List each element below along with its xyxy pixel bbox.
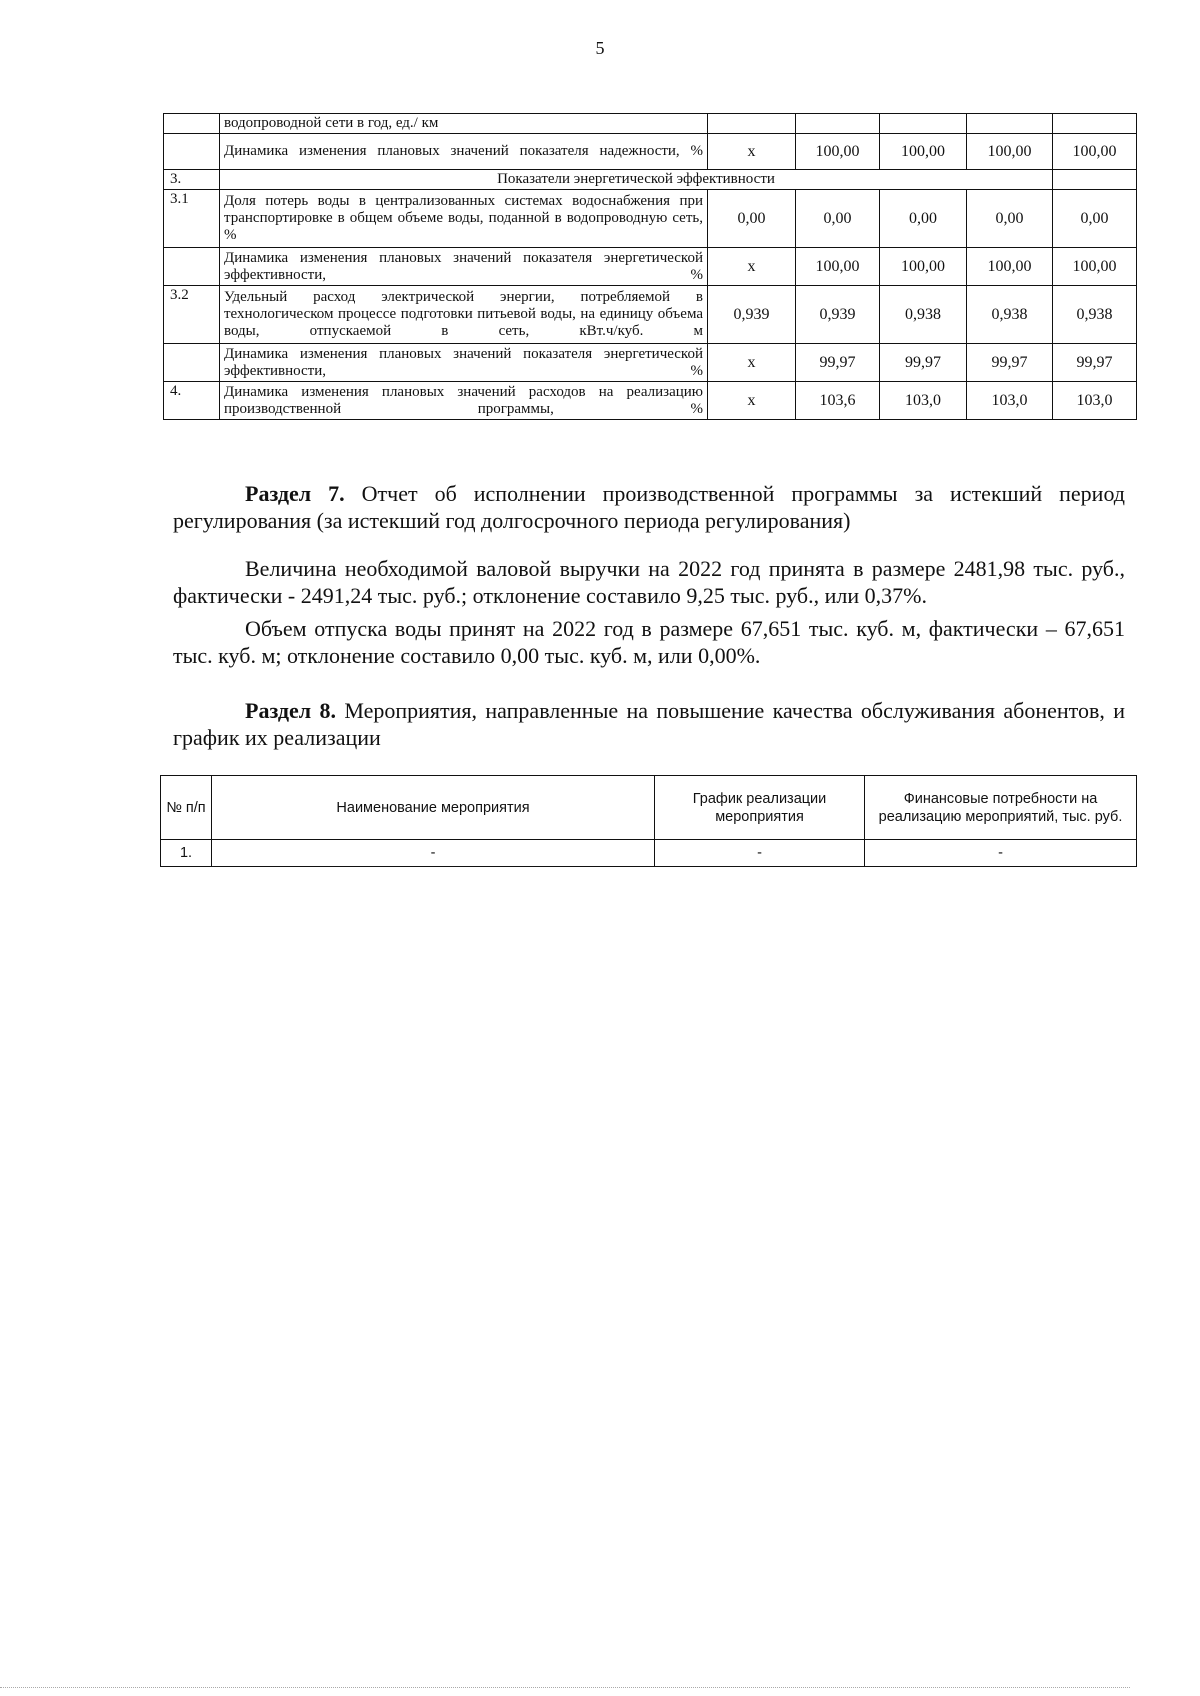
header-number: № п/п [161, 776, 212, 840]
indicator-value: 0,00 [708, 190, 796, 248]
section7-label: Раздел 7. [245, 481, 345, 506]
section8-label: Раздел 8. [245, 698, 336, 723]
row-number: 3.2 [164, 286, 220, 344]
indicator-value [967, 114, 1053, 134]
table-row [164, 382, 1137, 420]
indicator-value: х [708, 134, 796, 170]
indicator-value: 0,939 [796, 286, 880, 344]
indicator-value: 0,938 [880, 286, 967, 344]
indicator-value [1053, 114, 1137, 134]
row-number [164, 134, 220, 170]
indicator-value: 99,97 [1053, 344, 1137, 382]
row-number: 4. [164, 382, 220, 420]
section-title: Показатели энергетической эффективности [220, 170, 1053, 190]
table-row [161, 840, 1137, 867]
section8-title: Мероприятия, направленные на повышение качества обслуживания абонентов, и график их реализации [173, 698, 1126, 750]
indicator-value: 103,0 [1053, 382, 1137, 420]
indicator-value: 100,00 [880, 248, 967, 286]
indicator-value [880, 114, 967, 134]
indicator-description: водопроводной сети в год, ед./ км [220, 114, 708, 134]
indicator-value: 0,939 [708, 286, 796, 344]
indicator-value: 0,00 [1053, 190, 1137, 248]
row-number [164, 248, 220, 286]
row-number: 3.1 [164, 190, 220, 248]
indicator-value: х [708, 248, 796, 286]
indicator-value: 100,00 [796, 134, 880, 170]
indicator-value: 0,938 [967, 286, 1053, 344]
table-row [164, 170, 1137, 190]
indicator-value: 0,938 [1053, 286, 1137, 344]
header-measure-name: Наименование мероприятия [212, 776, 655, 840]
empty-cell [1053, 170, 1137, 190]
indicator-value: 99,97 [796, 344, 880, 382]
row-number [164, 344, 220, 382]
indicator-value: 0,00 [796, 190, 880, 248]
table-row [164, 248, 1137, 286]
indicator-value [796, 114, 880, 134]
indicator-value: 99,97 [967, 344, 1053, 382]
section7-title: Отчет об исполнении производственной программы за истекший период регулирования (за истекший год долгосрочного периода регулирования) [173, 481, 1125, 533]
indicators-table [163, 113, 1137, 420]
indicator-value: 100,00 [1053, 134, 1137, 170]
section7-heading [173, 480, 1125, 534]
indicator-description: Динамика изменения плановых значений показателя надежности, % [220, 134, 708, 170]
indicator-value: 99,97 [880, 344, 967, 382]
cell-schedule: - [655, 840, 865, 867]
table-row [164, 286, 1137, 344]
page-number: 5 [595, 38, 605, 58]
indicator-description: Динамика изменения плановых значений показателя энергетической эффективности, % [220, 344, 708, 382]
measures-table [160, 775, 1137, 867]
cell-financing: - [865, 840, 1137, 867]
section7-paragraph-volume [173, 615, 1125, 669]
section7-para2: Объем отпуска воды принят на 2022 год в размере 67,651 тыс. куб. м, фактически – 67,651 тыс. куб. м; отклонение составило 0,00 тыс. куб. м, или 0,00%. [173, 616, 1125, 668]
indicator-value: 100,00 [967, 248, 1053, 286]
table-row [164, 134, 1137, 170]
indicator-value: х [708, 382, 796, 420]
measures-header-row [161, 776, 1137, 840]
header-schedule: График реализации мероприятия [655, 776, 865, 840]
indicator-value: 100,00 [967, 134, 1053, 170]
header-financing: Финансовые потребности на реализацию мероприятий, тыс. руб. [865, 776, 1137, 840]
indicator-description: Удельный расход электрической энергии, потребляемой в технологическом процессе подготовки питьевой воды, на единицу объема воды, отпускаемой в сеть, кВт.ч/куб. м [220, 286, 708, 344]
table-row [164, 190, 1137, 248]
section7-para1: Величина необходимой валовой выручки на 2022 год принята в размере 2481,98 тыс. руб., фактически - 2491,24 тыс. руб.; отклонение составило 9,25 тыс. руб., или 0,37%. [173, 556, 1125, 608]
table-row [164, 114, 1137, 134]
row-number [164, 114, 220, 134]
indicator-value: 103,6 [796, 382, 880, 420]
table-row [164, 344, 1137, 382]
scan-artifact-line [0, 1687, 1130, 1688]
cell-measure-name: - [212, 840, 655, 867]
indicator-description: Доля потерь воды в централизованных системах водоснабжения при транспортировке в общем объеме воды, поданной в водопроводную сеть, % [220, 190, 708, 248]
indicator-value: 0,00 [880, 190, 967, 248]
section8-heading [173, 697, 1125, 751]
indicator-value [708, 114, 796, 134]
indicator-value: х [708, 344, 796, 382]
indicator-description: Динамика изменения плановых значений показателя энергетической эффективности, % [220, 248, 708, 286]
cell-number: 1. [161, 840, 212, 867]
indicator-description: Динамика изменения плановых значений расходов на реализацию производственной программы, % [220, 382, 708, 420]
section7-paragraph-revenue [173, 555, 1125, 609]
indicator-value: 100,00 [880, 134, 967, 170]
indicator-value: 100,00 [796, 248, 880, 286]
indicator-value: 100,00 [1053, 248, 1137, 286]
indicator-value: 103,0 [880, 382, 967, 420]
row-number: 3. [164, 170, 220, 190]
indicator-value: 103,0 [967, 382, 1053, 420]
indicator-value: 0,00 [967, 190, 1053, 248]
